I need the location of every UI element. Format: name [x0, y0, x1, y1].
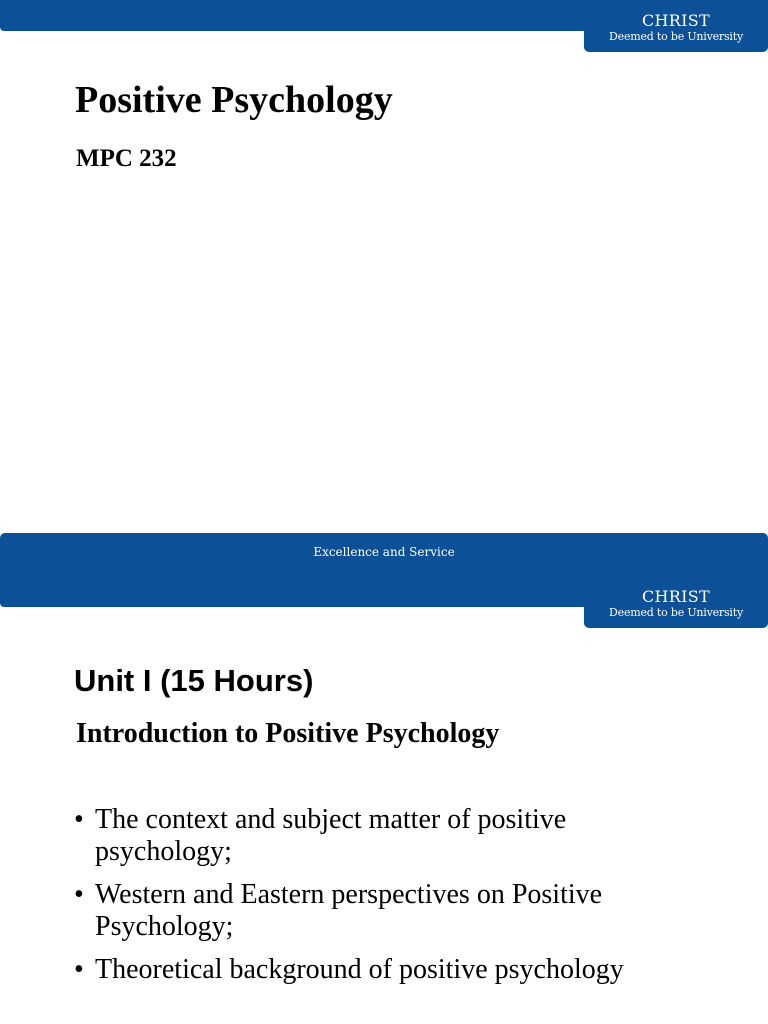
footer-motto: Excellence and Service	[313, 545, 455, 559]
bullet-text: The context and subject matter of positive psychology;	[95, 804, 567, 867]
bullet-list	[74, 804, 684, 997]
bullet-item	[74, 879, 684, 943]
section-heading: Introduction to Positive Psychology	[76, 718, 500, 749]
bullet-text: Theoretical background of positive psychology	[95, 954, 624, 985]
bullet-text: Western and Eastern perspectives on Positive Psychology;	[95, 879, 603, 942]
bullet-icon: •	[74, 954, 84, 985]
slide-title: Positive Psychology	[75, 79, 393, 121]
brand-tagline: Deemed to be University	[609, 606, 743, 619]
brand-name: CHRIST	[642, 11, 710, 30]
brand-badge	[584, 0, 768, 52]
slide-2	[0, 533, 768, 1024]
bullet-icon: •	[74, 879, 84, 910]
bullet-item	[74, 804, 684, 868]
brand-tagline: Deemed to be University	[609, 30, 743, 43]
brand-badge	[584, 577, 768, 628]
course-code: MPC 232	[76, 145, 177, 172]
bullet-icon: •	[74, 804, 84, 835]
bullet-item	[74, 954, 684, 986]
brand-name: CHRIST	[642, 587, 710, 606]
unit-heading: Unit I (15 Hours)	[74, 663, 314, 698]
